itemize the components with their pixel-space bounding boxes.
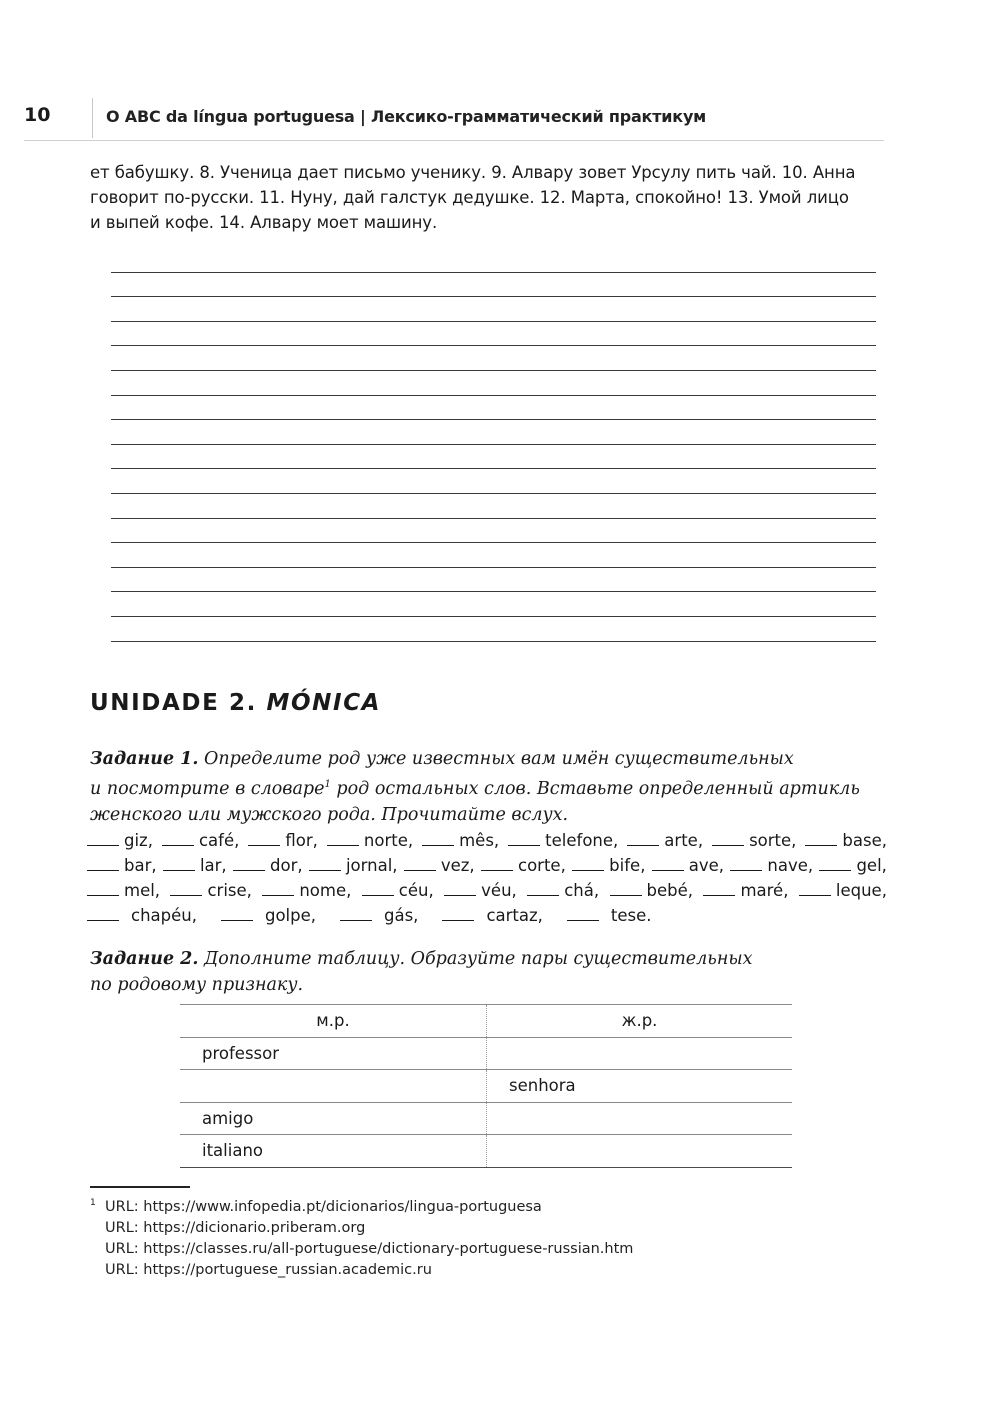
article-blank[interactable] xyxy=(87,831,119,846)
word-item xyxy=(572,853,645,878)
noun-word: cartaz, xyxy=(486,906,543,925)
footnote-rule xyxy=(90,1186,190,1188)
table-row xyxy=(180,1135,792,1168)
task-2-label: Задание 2. xyxy=(90,949,199,969)
masculine-column-header: м.р. xyxy=(180,1005,487,1038)
noun-word: gás, xyxy=(384,906,419,925)
article-blank[interactable] xyxy=(508,831,540,846)
feminine-cell[interactable] xyxy=(487,1037,793,1070)
word-item xyxy=(87,878,160,903)
word-item xyxy=(422,828,499,853)
noun-word: chá, xyxy=(564,881,600,900)
article-blank[interactable] xyxy=(652,856,684,871)
writing-line[interactable] xyxy=(111,297,876,322)
writing-line[interactable] xyxy=(111,543,876,568)
noun-word: bebé, xyxy=(646,881,694,900)
word-item xyxy=(730,853,813,878)
noun-word: nome, xyxy=(299,881,352,900)
word-item xyxy=(567,903,664,928)
word-item xyxy=(87,853,157,878)
noun-word: maré, xyxy=(740,881,789,900)
word-item xyxy=(508,828,618,853)
footnote-line xyxy=(90,1260,633,1281)
writing-line[interactable] xyxy=(111,248,876,273)
word-item xyxy=(162,828,239,853)
noun-word: corte, xyxy=(518,856,566,875)
noun-word: gel, xyxy=(856,856,887,875)
table-row xyxy=(180,1037,792,1070)
word-line xyxy=(87,853,887,878)
running-title: O ABC da língua portuguesa | Лексико-грамматический практикум xyxy=(106,107,707,126)
word-item xyxy=(248,828,318,853)
writing-line[interactable] xyxy=(111,519,876,544)
word-item xyxy=(481,853,566,878)
article-blank[interactable] xyxy=(730,856,762,871)
noun-word: lar, xyxy=(199,856,227,875)
word-item xyxy=(262,878,351,903)
article-blank[interactable] xyxy=(87,881,119,896)
footnote-url: URL: https://classes.ru/all-portuguese/dictionary-portuguese-russian.htm xyxy=(105,1241,634,1257)
header-divider xyxy=(92,98,93,138)
footnotes xyxy=(90,1197,633,1281)
noun-word: chapéu, xyxy=(131,906,197,925)
noun-word: base, xyxy=(842,831,887,850)
gender-pairs-table xyxy=(180,1004,792,1168)
article-blank[interactable] xyxy=(362,881,394,896)
masculine-cell: professor xyxy=(180,1037,487,1070)
writing-line[interactable] xyxy=(111,592,876,617)
writing-line[interactable] xyxy=(111,469,876,494)
footnote-marker: 1 xyxy=(90,1198,96,1208)
word-item xyxy=(527,878,599,903)
page-header xyxy=(24,104,884,140)
task-2-text: Дополните таблицу. Образуйте пары существительных xyxy=(198,949,753,969)
noun-word: café, xyxy=(198,831,240,850)
footnote-url: URL: https://portuguese_russian.academic.ru xyxy=(105,1262,432,1278)
word-item xyxy=(712,828,796,853)
noun-word: leque, xyxy=(835,881,887,900)
masculine-cell: italiano xyxy=(180,1135,487,1168)
article-blank[interactable] xyxy=(404,856,436,871)
task-1-text: род остальных слов. Вставьте определенный артикль xyxy=(330,778,860,799)
word-item xyxy=(627,828,703,853)
article-blank[interactable] xyxy=(703,881,735,896)
masculine-cell[interactable] xyxy=(180,1070,487,1103)
article-fill-exercise xyxy=(87,828,887,928)
article-blank[interactable] xyxy=(340,906,372,921)
footnote-line xyxy=(90,1239,633,1260)
noun-word: sorte, xyxy=(749,831,797,850)
intro-line: ет бабушку. 8. Ученица дает письмо ученику. 9. Алвару зовет Урсулу пить чай. 10. Анна xyxy=(90,163,856,182)
task-1-text: и посмотрите в словаре xyxy=(90,778,325,799)
footnote-line xyxy=(90,1197,633,1218)
article-blank[interactable] xyxy=(233,856,265,871)
noun-word: mel, xyxy=(124,881,161,900)
writing-line[interactable] xyxy=(111,568,876,593)
table-header-row xyxy=(180,1005,792,1038)
feminine-column-header: ж.р. xyxy=(487,1005,793,1038)
feminine-cell: senhora xyxy=(487,1070,793,1103)
footnote-reference[interactable]: 1 xyxy=(324,779,331,790)
word-line xyxy=(87,828,887,853)
masculine-cell: amigo xyxy=(180,1102,487,1135)
noun-word: mês, xyxy=(459,831,500,850)
feminine-cell[interactable] xyxy=(487,1135,793,1168)
word-item xyxy=(652,853,724,878)
task-2-instructions xyxy=(90,946,910,998)
article-blank[interactable] xyxy=(567,906,599,921)
word-item xyxy=(362,878,434,903)
table-row xyxy=(180,1070,792,1103)
word-item xyxy=(703,878,788,903)
word-item xyxy=(805,828,887,853)
writing-line[interactable] xyxy=(111,494,876,519)
word-item xyxy=(340,903,430,928)
article-blank[interactable] xyxy=(481,856,513,871)
exercise-continuation xyxy=(90,160,890,235)
writing-line[interactable] xyxy=(111,273,876,298)
task-1-instructions xyxy=(90,746,910,828)
noun-word: norte, xyxy=(363,831,414,850)
article-blank[interactable] xyxy=(444,881,476,896)
word-item xyxy=(327,828,413,853)
writing-line[interactable] xyxy=(111,445,876,470)
unit-heading xyxy=(90,690,381,716)
noun-word: bife, xyxy=(609,856,646,875)
article-blank[interactable] xyxy=(87,856,119,871)
word-item xyxy=(87,903,209,928)
intro-line: говорит по-русски. 11. Нуну, дай галстук дедушке. 12. Марта, спокойно! 13. Умой лицо xyxy=(90,188,849,207)
article-blank[interactable] xyxy=(610,881,642,896)
noun-word: jornal, xyxy=(345,856,398,875)
word-line xyxy=(87,903,887,928)
word-item xyxy=(170,878,251,903)
noun-word: giz, xyxy=(124,831,153,850)
unit-heading-name: MÓNICA xyxy=(266,690,382,716)
noun-word: véu, xyxy=(481,881,517,900)
word-item xyxy=(87,828,153,853)
noun-word: tese. xyxy=(610,906,652,925)
word-item xyxy=(404,853,475,878)
writing-line[interactable] xyxy=(111,420,876,445)
article-blank[interactable] xyxy=(163,856,195,871)
writing-line[interactable] xyxy=(111,371,876,396)
word-line xyxy=(87,878,887,903)
noun-word: nave, xyxy=(767,856,814,875)
article-blank[interactable] xyxy=(262,881,294,896)
writing-line[interactable] xyxy=(111,322,876,347)
article-blank[interactable] xyxy=(442,906,474,921)
noun-word: crise, xyxy=(207,881,252,900)
table-row xyxy=(180,1102,792,1135)
word-item xyxy=(309,853,398,878)
task-1-label: Задание 1. xyxy=(90,749,199,769)
writing-line[interactable] xyxy=(111,346,876,371)
writing-line[interactable] xyxy=(111,396,876,421)
answer-writing-lines xyxy=(111,248,876,642)
noun-word: telefone, xyxy=(545,831,619,850)
article-blank[interactable] xyxy=(527,881,559,896)
word-item xyxy=(233,853,303,878)
noun-word: arte, xyxy=(664,831,704,850)
noun-word: vez, xyxy=(440,856,475,875)
noun-word: bar, xyxy=(124,856,157,875)
header-rule xyxy=(24,140,884,141)
article-blank[interactable] xyxy=(627,831,659,846)
article-blank[interactable] xyxy=(572,856,604,871)
word-item xyxy=(444,878,517,903)
page-number: 10 xyxy=(24,104,51,126)
article-blank[interactable] xyxy=(819,856,851,871)
article-blank[interactable] xyxy=(170,881,202,896)
article-blank[interactable] xyxy=(248,831,280,846)
word-item xyxy=(819,853,886,878)
footnote-line xyxy=(90,1218,633,1239)
writing-line[interactable] xyxy=(111,617,876,642)
noun-word: céu, xyxy=(398,881,434,900)
word-item xyxy=(610,878,694,903)
word-item xyxy=(799,878,887,903)
intro-line: и выпей кофе. 14. Алвару моет машину. xyxy=(90,213,438,232)
footnote-url: URL: https://dicionario.priberam.org xyxy=(105,1220,366,1236)
article-blank[interactable] xyxy=(162,831,194,846)
footnote-url: URL: https://www.infopedia.pt/dicionarios/lingua-portuguesa xyxy=(105,1199,542,1215)
article-blank[interactable] xyxy=(712,831,744,846)
word-item xyxy=(163,853,227,878)
word-item xyxy=(442,903,554,928)
task-2-text: по родовому признаку. xyxy=(90,975,304,995)
article-blank[interactable] xyxy=(309,856,341,871)
article-blank[interactable] xyxy=(799,881,831,896)
task-1-text: Определите род уже известных вам имён существительных xyxy=(198,749,794,769)
article-blank[interactable] xyxy=(327,831,359,846)
noun-word: golpe, xyxy=(264,906,316,925)
article-blank[interactable] xyxy=(805,831,837,846)
noun-word: dor, xyxy=(270,856,303,875)
feminine-cell[interactable] xyxy=(487,1102,793,1135)
article-blank[interactable] xyxy=(87,906,119,921)
article-blank[interactable] xyxy=(422,831,454,846)
word-item xyxy=(221,903,328,928)
noun-word: flor, xyxy=(285,831,318,850)
unit-heading-prefix: UNIDADE 2. xyxy=(90,690,267,716)
noun-word: ave, xyxy=(688,856,725,875)
article-blank[interactable] xyxy=(221,906,253,921)
task-1-text: женского или мужского рода. Прочитайте вслух. xyxy=(90,804,569,825)
